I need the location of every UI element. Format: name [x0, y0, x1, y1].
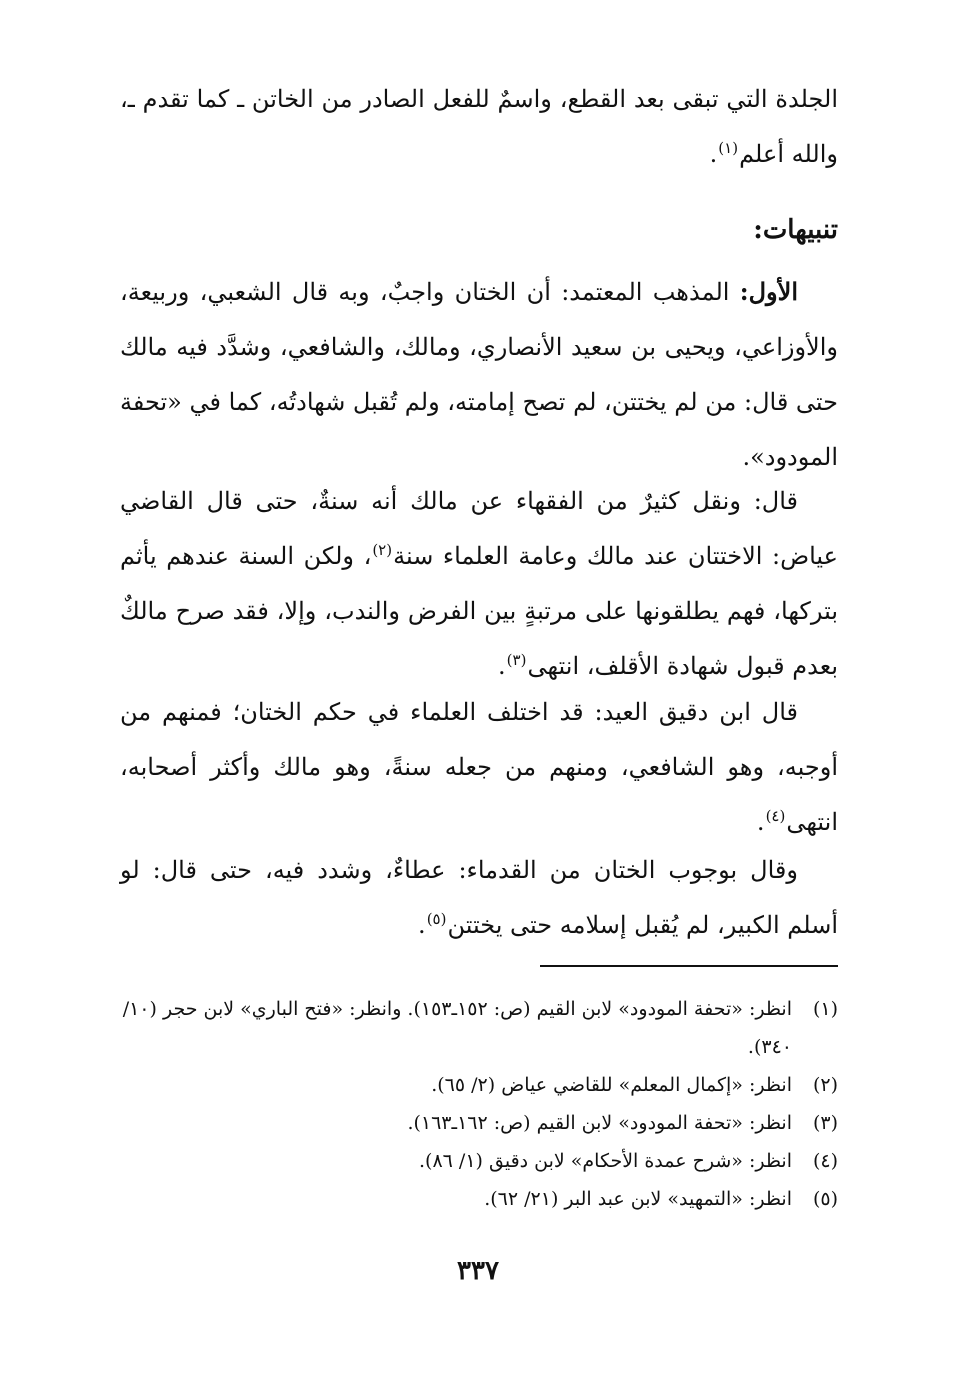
paragraph-malik-sunnah	[120, 474, 838, 694]
footnote-text: انظر: «تحفة المودود» لابن القيم (ص: ١٦٢ـ١٦٣).	[407, 1112, 792, 1134]
footnote-item	[120, 1180, 838, 1218]
footnote-number: (٢)	[812, 1074, 838, 1096]
footnote-separator	[540, 965, 838, 967]
paragraph-text: قال ابن دقيق العيد: قد اختلف العلماء في حكم الختان؛ فمنهم من أوجبه، وهو الشافعي، ومنهم من جعله سنةً، وهو مالك وأكثر أصحابه، انتهى	[120, 698, 838, 836]
footnote-number: (١)	[812, 998, 838, 1020]
paragraph-text-continued: ، ولكن السنة عندهم يأثم بتركها، فهم يطلقونها على مرتبةٍ بين الفرض والندب، وإلا، فقد صرح مالكٌ بعدم قبول شهادة الأقلف، انتهى	[120, 542, 838, 680]
paragraph-lead: الأول:	[739, 277, 798, 306]
footnote-item	[120, 1066, 838, 1104]
paragraph-ata	[120, 843, 838, 953]
footnote-ref[interactable]: (٤)	[765, 807, 786, 825]
footnote-item	[120, 1104, 838, 1142]
paragraph-continuation	[120, 72, 838, 182]
paragraph-text: وقال بوجوب الختان من القدماء: عطاءٌ، وشدد فيه، حتى قال: لو أسلم الكبير، لم يُقبل إسلامه حتى يختتن	[120, 856, 838, 939]
section-heading: تنبيهات:	[753, 215, 838, 245]
paragraph-text: المذهب المعتمد: أن الختان واجبٌ، وبه قال الشعبي، وربيعة، والأوزاعي، ويحيى بن سعيد الأنصاري، ومالك، والشافعي، وشدَّد فيه مالك حتى قال: من لم يختتن، لم تصح إمامته، ولم تُقبل شهادتُه، كما في «تحفة المودود».	[120, 278, 838, 471]
footnote-item	[120, 990, 838, 1066]
footnote-ref[interactable]: (٥)	[426, 910, 447, 928]
page-number: ٣٣٧	[457, 1256, 499, 1286]
footnote-number: (٤)	[812, 1150, 838, 1172]
paragraph-end: .	[756, 808, 765, 836]
paragraph-ibn-daqiq	[120, 685, 838, 850]
paragraph-end: .	[498, 652, 506, 680]
footnotes-list	[120, 990, 838, 1218]
paragraph-end: .	[709, 140, 718, 168]
footnote-number: (٣)	[812, 1112, 838, 1134]
footnote-ref[interactable]: (١)	[718, 139, 739, 157]
footnote-text: انظر: «التمهيد» لابن عبد البر (٢١/ ٦٢).	[484, 1188, 792, 1210]
footnote-item	[120, 1142, 838, 1180]
footnote-ref[interactable]: (٣)	[506, 651, 527, 669]
footnote-text: انظر: «شرح عمدة الأحكام» لابن دقيق (١/ ٨٦).	[418, 1150, 792, 1172]
paragraph-text: الجلدة التي تبقى بعد القطع، واسمٌ للفعل الصادر من الخاتن ـ كما تقدم ـ، والله أعلم	[120, 85, 838, 168]
paragraph-first-note	[120, 264, 838, 485]
paragraph-text: قال: ونقل كثيرٌ من الفقهاء عن مالك أنه سنةٌ، حتى قال القاضي عياض: الاختتان عند مالك وعامة العلماء سنة	[120, 487, 838, 570]
footnote-text: انظر: «تحفة المودود» لابن القيم (ص: ١٥٢ـ١٥٣). وانظر: «فتح الباري» لابن حجر (١٠/ ٣٤٠).	[122, 998, 792, 1058]
footnote-text: انظر: «إكمال المعلم» للقاضي عياض (٢/ ٦٥).	[431, 1074, 792, 1096]
footnote-ref[interactable]: (٢)	[372, 541, 393, 559]
paragraph-end: .	[418, 911, 426, 939]
footnote-number: (٥)	[812, 1188, 838, 1210]
